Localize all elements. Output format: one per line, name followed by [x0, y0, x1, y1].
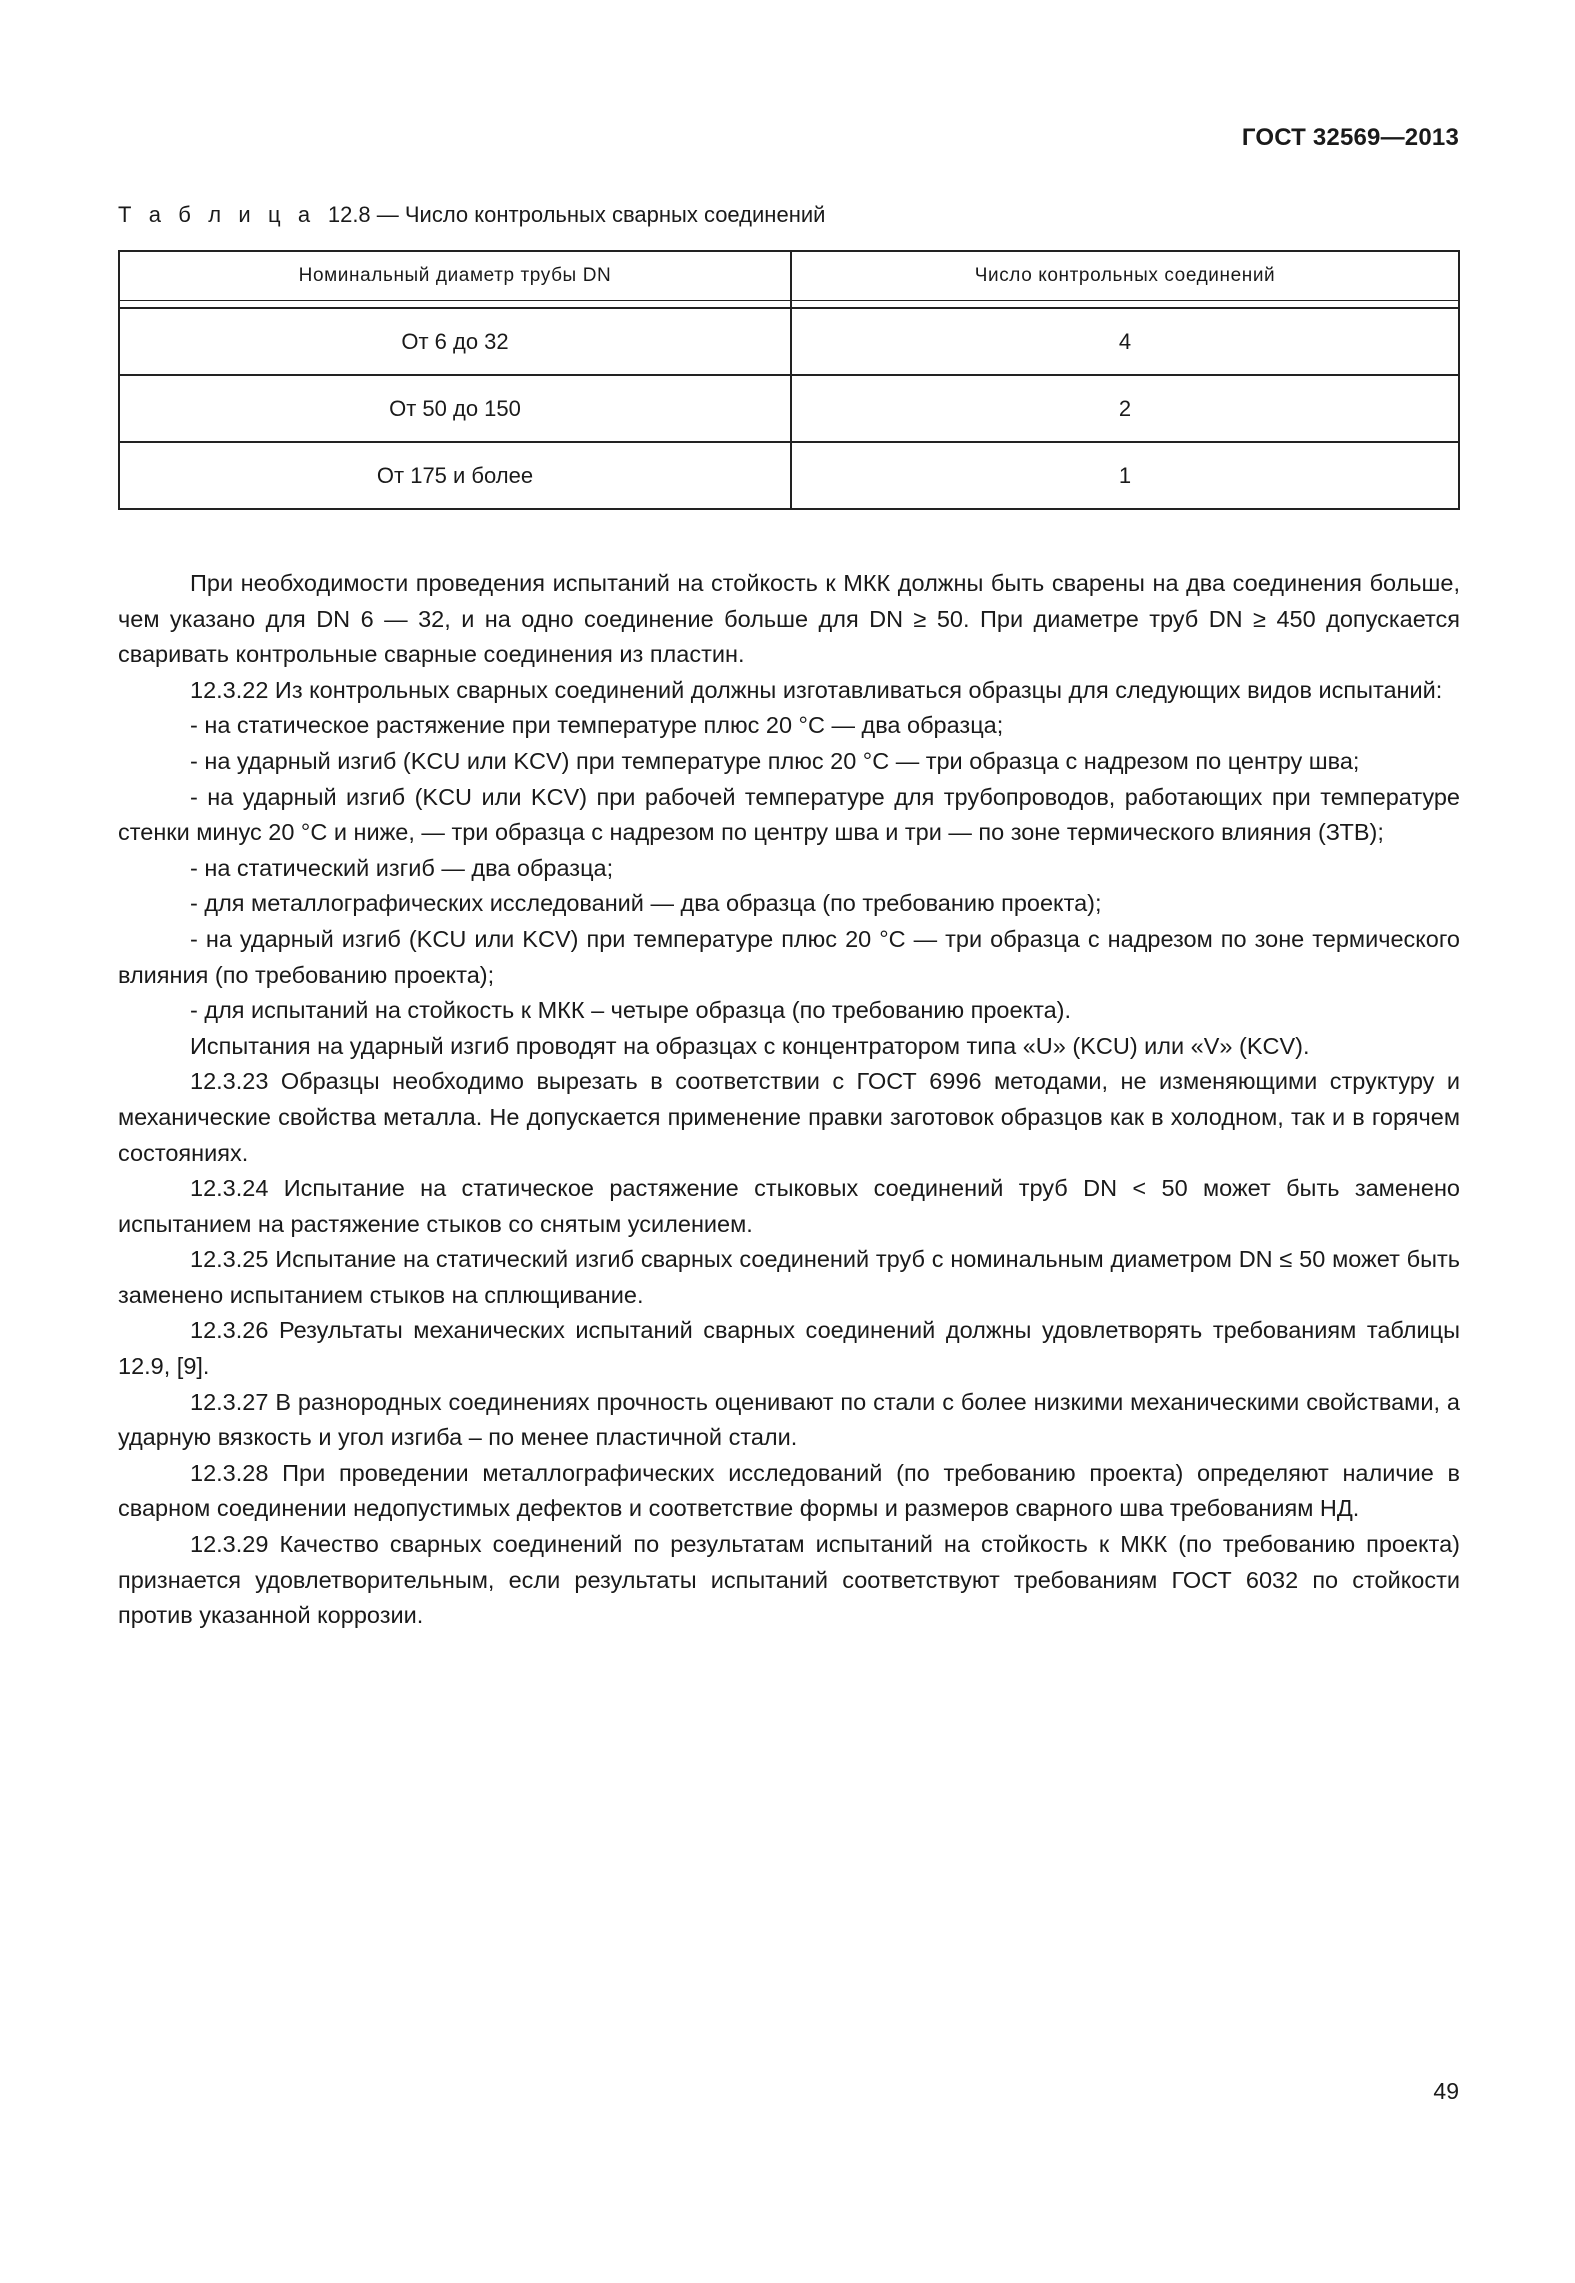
control-joints-table — [118, 250, 1460, 510]
table-caption — [118, 202, 825, 228]
table-header-count: Число контрольных соединений — [791, 251, 1459, 301]
paragraph: 12.3.27 В разнородных соединениях прочность оценивают по стали с более низкими механическими свойствами, а ударную вязкость и угол изгиба – по менее пластичной стали. — [118, 1388, 1460, 1451]
paragraph: 12.3.29 Качество сварных соединений по результатам испытаний на стойкость к МКК (по требованию проекта) признается удовлетворительным, если результаты испытаний соответствуют требованиям ГОСТ 6032 по стойкости против указанной коррозии. — [118, 1531, 1460, 1629]
paragraph: 12.3.25 Испытание на статический изгиб сварных соединений труб с номинальным диаметром DN ≤ 50 может быть заменено испытанием стыков на сплющивание. — [118, 1246, 1460, 1308]
table-row — [119, 442, 1459, 509]
document-code: ГОСТ 32569—2013 — [1241, 124, 1459, 151]
table-row — [119, 308, 1459, 375]
table-caption-text: 12.8 — Число контрольных сварных соединений — [327, 202, 826, 227]
table-caption-label: Т а б л и ц а — [118, 202, 316, 227]
paragraph: Испытания на ударный изгиб проводят на образцах с концентратором типа «U» (KCU) или «V» (KCV). — [190, 1032, 1310, 1059]
page-number: 49 — [1433, 2078, 1459, 2104]
list-item: - на статический изгиб — два образца; — [190, 854, 614, 881]
list-item: - на ударный изгиб (KCU или KCV) при температуре плюс 20 °С — три образца с надрезом по зоне термического влияния (по требованию проекта); — [118, 925, 1460, 988]
table-cell-count: 2 — [791, 375, 1459, 442]
table-header-separator — [119, 301, 1459, 309]
table-cell-diameter: От 6 до 32 — [119, 308, 791, 375]
list-item: - на ударный изгиб (KCU или KCV) при рабочей температуре для трубопроводов, работающих при температуре стенки минус 20 °С и ниже, — три образца с надрезом по центру шва и три — по зоне термического влияния (ЗТВ); — [118, 783, 1460, 846]
paragraph: 12.3.23 Образцы необходимо вырезать в соответствии с ГОСТ 6996 методами, не изменяющими структуру и механические свойства металла. Не допускается применение правки заготовок образцов как в холодном, так и в горячем состояниях. — [118, 1068, 1460, 1166]
table-separator-cell — [119, 301, 791, 309]
paragraph: 12.3.26 Результаты механических испытаний сварных соединений должны удовлетворять требованиям таблицы 12.9, [9]. — [118, 1317, 1460, 1380]
table-cell-count: 4 — [791, 308, 1459, 375]
table-header-row — [119, 251, 1459, 301]
list-item: - для металлографических исследований — два образца (по требованию проекта); — [190, 890, 1102, 917]
body-text — [118, 566, 1460, 1634]
paragraph: 12.3.24 Испытание на статическое растяжение стыковых соединений труб DN < 50 может быть заменено испытанием на растяжение стыков со снятым усилением. — [118, 1175, 1460, 1237]
table-row — [119, 375, 1459, 442]
paragraph: 12.3.22 Из контрольных сварных соединений должны изготавливаться образцы для следующих видов испытаний: — [190, 676, 1443, 703]
paragraph: При необходимости проведения испытаний на стойкость к МКК должны быть сварены на два соединения больше, чем указано для DN 6 — 32, и на одно соединение больше для DN ≥ 50. При диаметре труб DN ≥ 450 допускается сваривать контрольные сварные соединения из пластин. — [118, 570, 1460, 668]
table-cell-diameter: От 50 до 150 — [119, 375, 791, 442]
list-item: - на статическое растяжение при температуре плюс 20 °С — два образца; — [190, 712, 1004, 739]
list-item: - на ударный изгиб (KCU или KCV) при температуре плюс 20 °С — три образца с надрезом по центру шва; — [190, 747, 1360, 774]
table-separator-cell — [791, 301, 1459, 309]
table-cell-diameter: От 175 и более — [119, 442, 791, 509]
list-item: - для испытаний на стойкость к МКК – четыре образца (по требованию проекта). — [190, 997, 1072, 1024]
table-header-diameter: Номинальный диаметр трубы DN — [119, 251, 791, 301]
paragraph: 12.3.28 При проведении металлографических исследований (по требованию проекта) определяют наличие в сварном соединении недопустимых дефектов и соответствие формы и размеров сварного шва требованиям НД. — [118, 1459, 1460, 1522]
table-cell-count: 1 — [791, 442, 1459, 509]
